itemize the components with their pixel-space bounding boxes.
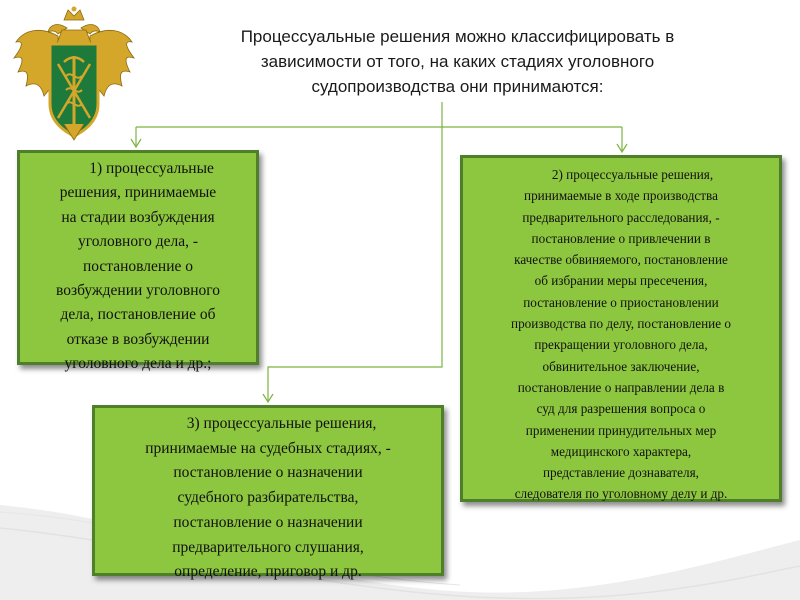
box-text-line: уголовного дела, - (77, 233, 198, 251)
category-box-3 (92, 405, 444, 581)
slide-title-line: Процессуальные решения можно классифицировать в (240, 27, 675, 46)
box-text-line: предварительного слушания, (172, 538, 364, 556)
box-text-line: судебного разбирательства, (177, 489, 359, 507)
box-text-line: постановление о привлечении в (531, 230, 711, 246)
category-box-2 (460, 155, 782, 502)
box-text-line: принимаемые в ходе производства (524, 188, 718, 204)
box-text-line: постановление о (82, 257, 194, 275)
box-text-line: дела, постановление об (60, 306, 216, 324)
box-text-line: предварительного расследования, - (522, 209, 720, 225)
box-text-line: медицинского характера, (550, 443, 692, 459)
box-text-line: определение, приговор и др. (174, 563, 362, 581)
box-text-line: постановление о назначении (173, 464, 363, 482)
box-text-line: представление дознавателя, (543, 465, 699, 481)
box-text-line: 1) процессуальные (62, 160, 214, 177)
box-text-line: постановление о направлении дела в (517, 379, 725, 395)
box-text-line: принимаемые на судебных стадиях, - (145, 439, 391, 457)
box-text-line: на стадии возбуждения (61, 208, 215, 226)
box-text-line: суд для разрешения вопроса о (536, 401, 706, 417)
box-text-line: применении принудительных мер (525, 422, 717, 438)
slide-title-line: судопроизводства они принимаются: (311, 77, 604, 96)
box-text-line: постановление о приостановлении (523, 294, 719, 310)
box-text-line: следователя по уголовному делу и др. (514, 486, 728, 502)
box-text-line: постановление о назначении (173, 513, 363, 531)
connector-to-box-3 (268, 127, 442, 401)
box-text-line: обвинительное заключение, (542, 358, 700, 374)
box-text-line: прекращении уголовного дела, (534, 337, 708, 353)
box-text-line: качестве обвиняемого, постановление (514, 252, 728, 268)
box-text-line: 2) процессуальные решения, (528, 167, 714, 182)
box-text-line: уголовного дела и др.; (64, 355, 212, 373)
category-box-1 (17, 150, 259, 373)
box-text-line: об избрании меры пресечения, (534, 273, 708, 289)
box-text-line: производства по делу, постановление о (511, 316, 731, 332)
box-text-line: возбуждении уголовного (56, 282, 220, 300)
box-text-line: решения, принимаемые (59, 184, 217, 202)
box-text-line: 3) процессуальные решения, (159, 415, 377, 432)
slide-title-line: зависимости от того, на каких стадиях уголовного (260, 52, 655, 71)
box-text-line: отказе в возбуждении (66, 330, 210, 348)
